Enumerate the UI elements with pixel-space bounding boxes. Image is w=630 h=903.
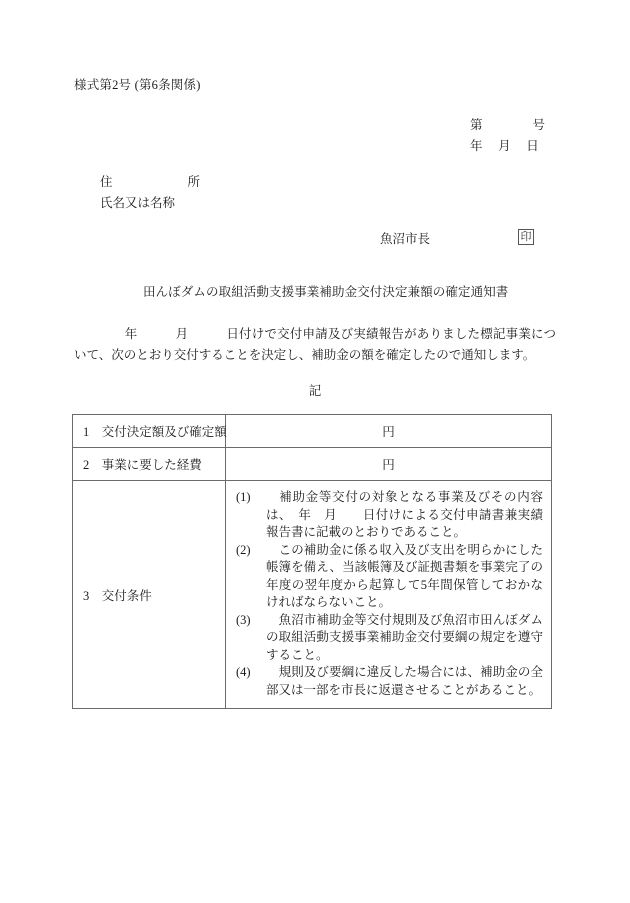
details-table: [72, 414, 552, 709]
recipient-name-label: 氏名又は名称: [100, 196, 176, 210]
seal-stamp-icon: 印: [518, 229, 534, 245]
condition-text: 魚沼市補助金等交付規則及び魚沼市田んぼダムの取組活動支援事業補助金交付要綱の規定を遵守すること。: [266, 612, 543, 662]
table-row: [73, 415, 552, 448]
condition-number: (2): [236, 542, 251, 557]
page-title: 田んぼダムの取組活動支援事業補助金交付決定兼額の確定通知書: [143, 285, 509, 299]
row-value-expenses: 円: [382, 458, 395, 472]
recipient-block: [100, 172, 200, 214]
condition-number: (3): [236, 612, 251, 627]
form-number: 様式第2号 (第6条関係): [74, 78, 201, 92]
issuer-title: 魚沼市長: [380, 232, 431, 246]
document-meta: [470, 115, 545, 157]
row-label-conditions: 3 交付条件: [83, 588, 152, 603]
document-date-line: 年 月 日: [470, 139, 539, 153]
condition-text: 規則及び要綱に違反した場合には、補助金の全部又は一部を市長に返還させることがあること。: [266, 665, 543, 697]
table-cell-value: [226, 448, 552, 481]
conditions-list: [226, 481, 551, 708]
condition-number: (4): [236, 665, 251, 679]
row-value-grant-amount: 円: [382, 425, 395, 439]
list-item: [236, 612, 543, 665]
condition-text: この補助金に係る収入及び支出を明らかにした帳簿を備え、当該帳簿及び証拠書類を事業完了の年度の翌年度から起算して5年間保管しておかなければならないこと。: [266, 542, 543, 609]
condition-number: (1): [236, 490, 251, 504]
body-paragraph: 年 月 日付けで交付申請及び実績報告がありました標記事業について、次のとおり交付することを決定し、補助金の額を確定したので通知します。: [74, 327, 556, 362]
list-item: [236, 489, 543, 542]
table-row: [73, 448, 552, 481]
list-item: [236, 664, 543, 699]
row-label-grant-amount: 1 交付決定額及び確定額: [83, 425, 227, 439]
list-item: [236, 542, 543, 612]
document-number-line: 第 号: [470, 118, 546, 132]
row-label-expenses: 2 事業に要した経費: [83, 458, 202, 472]
table-cell-label: [73, 481, 226, 709]
condition-text: 補助金等交付の対象となる事業及びその内容は、 年 月 日付けによる交付申請書兼実績報告書に記載のとおりであること。: [266, 490, 543, 539]
table-cell-label: [73, 415, 226, 448]
recipient-address-label: 住 所: [100, 175, 201, 189]
table-cell-value: [226, 415, 552, 448]
ki-mark: 記: [308, 384, 322, 398]
table-cell-conditions: [226, 481, 552, 709]
table-row: [73, 481, 552, 709]
table-cell-label: [73, 448, 226, 481]
